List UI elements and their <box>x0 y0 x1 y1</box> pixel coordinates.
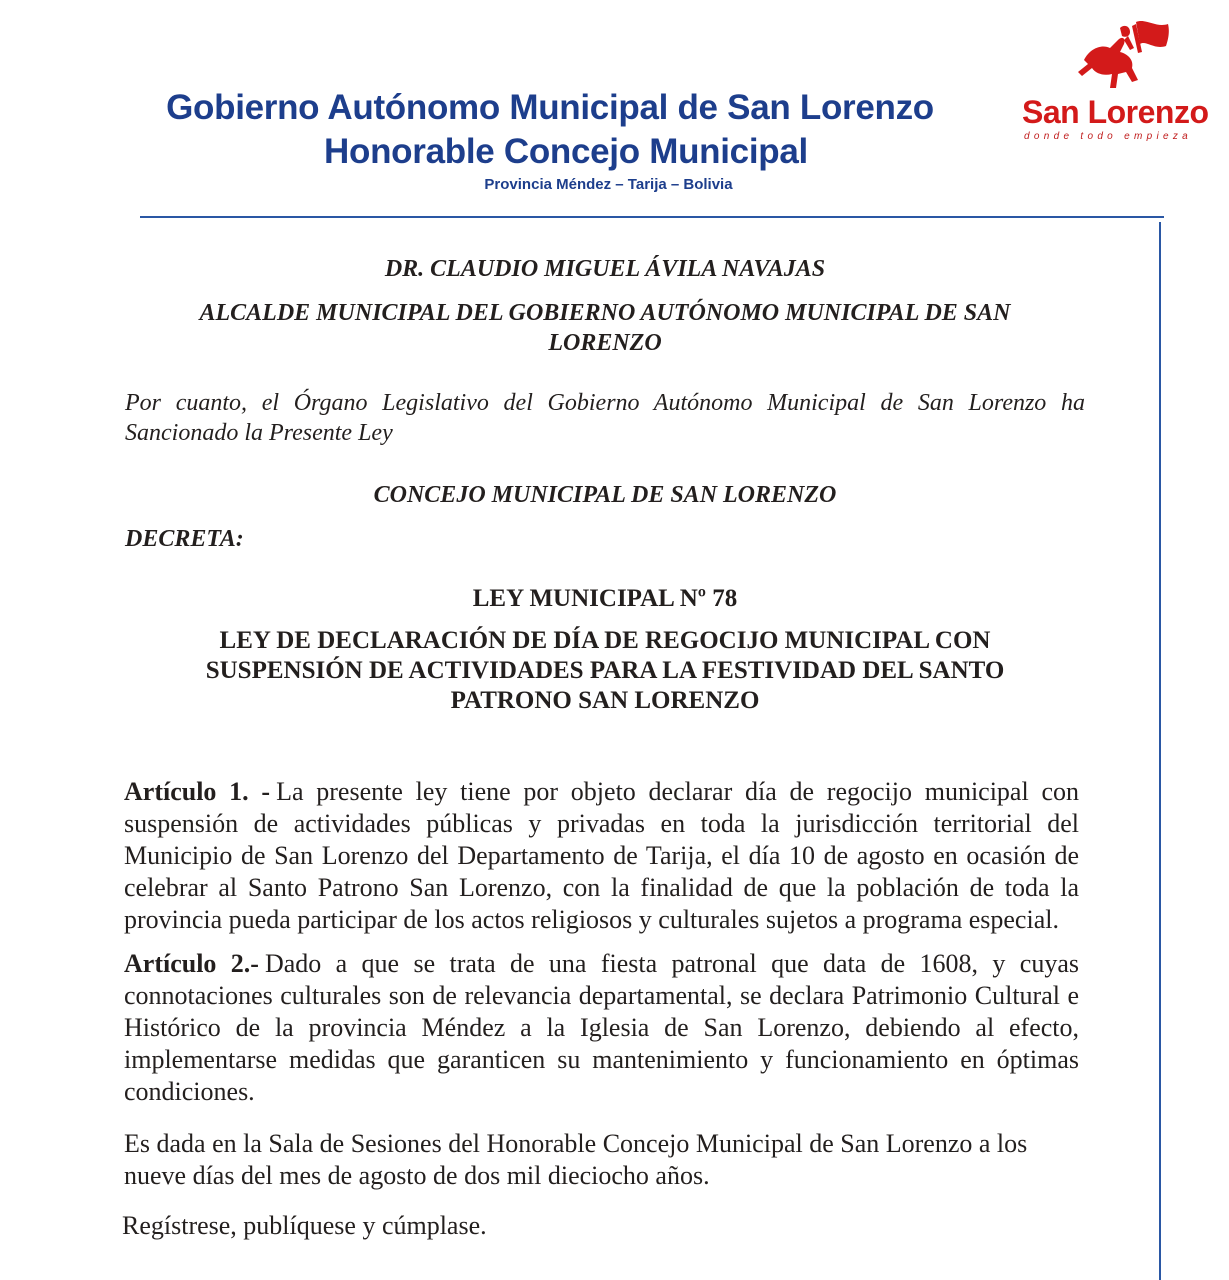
whereas-clause: Por cuanto, el Órgano Legislativo del Gobierno Autónomo Municipal de San Lorenzo ha Sancionado la Presente Ley <box>125 390 1085 446</box>
header-divider <box>140 216 1164 218</box>
header-government-name: Gobierno Autónomo Municipal de San Lorenzo <box>166 88 934 127</box>
article-1 <box>124 776 1079 936</box>
article-2-label: Artículo 2.- <box>124 949 259 978</box>
margin-divider <box>1159 222 1161 1280</box>
article-1-label: Artículo 1. - <box>124 777 271 806</box>
authority-name: DR. CLAUDIO MIGUEL ÁVILA NAVAJAS <box>384 256 826 282</box>
authority-title: ALCALDE MUNICIPAL DEL GOBIERNO AUTÓNOMO MUNICIPAL DE SAN LORENZO <box>199 300 1011 356</box>
logo-text: San Lorenzo <box>1022 94 1209 130</box>
closing-statement: Regístrese, publíquese y cúmplase. <box>122 1211 487 1240</box>
header-council-name: Honorable Concejo Municipal <box>324 132 808 171</box>
article-2-text: Dado a que se trata de una fiesta patronal que data de 1608, y cuyas connotaciones culturales son de relevancia departamental, se declara Patrimonio Cultural e Histórico de la provincia Méndez a la Iglesia de San Lorenzo, debiendo al efecto, implementarse medidas que garanticen su mantenimiento y funcionamiento en óptimas condiciones. <box>124 949 1079 1106</box>
given-statement: Es dada en la Sala de Sesiones del Honorable Concejo Municipal de San Lorenzo a los nueve días del mes de agosto de dos mil dieciocho años. <box>124 1129 1028 1190</box>
san-lorenzo-logo <box>1020 18 1229 148</box>
logo-tagline: donde todo empieza <box>1024 131 1193 142</box>
decree-heading: DECRETA: <box>125 526 244 552</box>
horse-rider-flag-icon <box>1072 18 1182 98</box>
law-title: LEY DE DECLARACIÓN DE DÍA DE REGOCIJO MUNICIPAL CON SUSPENSIÓN DE ACTIVIDADES PARA LA FESTIVIDAD DEL SANTO PATRONO SAN LORENZO <box>205 627 1005 714</box>
article-1-text: La presente ley tiene por objeto declarar día de regocijo municipal con suspensión de actividades públicas y privadas en toda la jurisdicción territorial del Municipio de San Lorenzo del Departamento de Tarija, el día 10 de agosto en ocasión de celebrar al Santo Patrono San Lorenzo, con la finalidad de que la población de toda la provincia pueda participar de los actos religiosos y culturales sujetos a programa especial. <box>124 777 1079 934</box>
article-2 <box>124 948 1079 1108</box>
law-number: LEY MUNICIPAL Nº 78 <box>472 585 738 612</box>
council-heading: CONCEJO MUNICIPAL DE SAN LORENZO <box>373 482 837 508</box>
header-location: Provincia Méndez – Tarija – Bolivia <box>484 176 733 193</box>
